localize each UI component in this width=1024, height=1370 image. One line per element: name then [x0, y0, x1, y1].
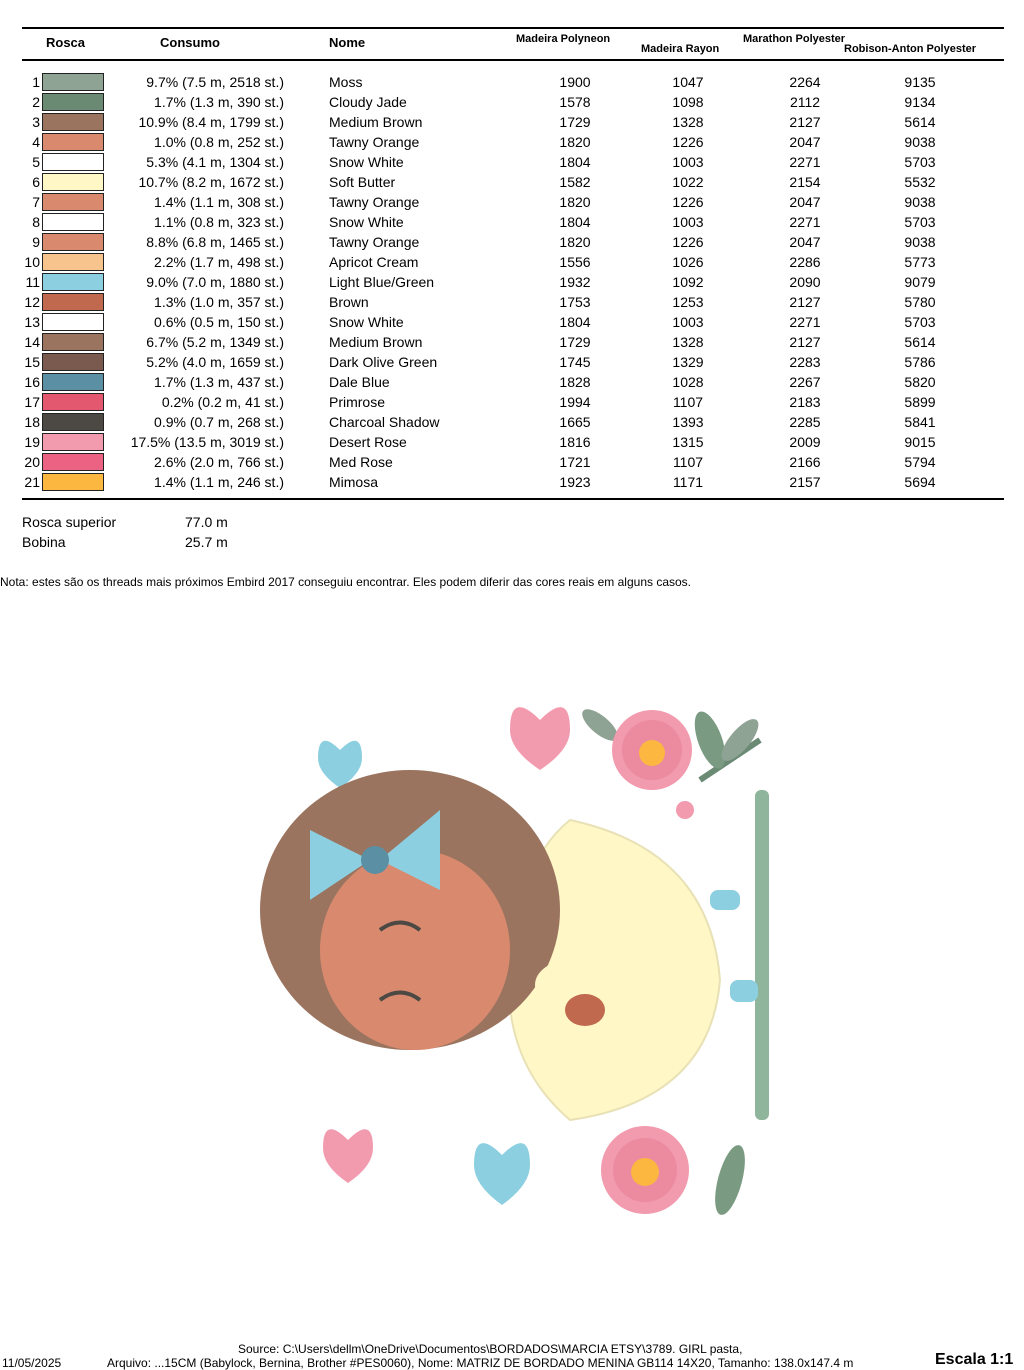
madeira-rayon-code: 1226 [672, 134, 704, 150]
color-swatch [42, 253, 104, 271]
madeira-polyneon-code: 1804 [559, 314, 591, 330]
thread-row [0, 72, 1024, 92]
header-robison: Robison-Anton Polyester [844, 43, 977, 55]
thread-name: Apricot Cream [329, 254, 419, 270]
robison-anton-code: 5703 [904, 314, 936, 330]
thread-name: Tawny Orange [329, 134, 420, 150]
robison-anton-code: 5899 [904, 394, 936, 410]
thread-name: Moss [329, 74, 363, 90]
thread-name: Brown [329, 294, 369, 310]
thread-row [0, 112, 1024, 132]
hand [565, 994, 605, 1026]
madeira-rayon-code: 1329 [672, 354, 704, 370]
marathon-code: 2157 [789, 474, 821, 490]
thread-consumo: 10.9% (8.4 m, 1799 st.) [138, 114, 284, 130]
robison-anton-code: 5703 [904, 214, 936, 230]
bobina-label: Bobina [22, 534, 66, 550]
marathon-code: 2271 [789, 214, 821, 230]
thread-row [0, 292, 1024, 312]
thread-number: 3 [32, 114, 40, 130]
robison-anton-code: 9038 [904, 134, 936, 150]
thread-row [0, 212, 1024, 232]
marathon-code: 2112 [789, 94, 821, 110]
color-swatch [42, 73, 104, 91]
header-rosca: Rosca [46, 35, 86, 50]
robison-anton-code: 5532 [904, 174, 936, 190]
marathon-code: 2285 [789, 414, 821, 430]
color-swatch [42, 113, 104, 131]
small-flower [676, 801, 694, 819]
madeira-polyneon-code: 1923 [559, 474, 591, 490]
flower-top [612, 710, 692, 790]
header-madeira-rayon: Madeira Rayon [641, 43, 720, 55]
marathon-code: 2267 [789, 374, 821, 390]
madeira-polyneon-code: 1820 [559, 134, 591, 150]
madeira-polyneon-code: 1721 [559, 454, 591, 470]
madeira-rayon-code: 1107 [672, 394, 704, 410]
thread-consumo: 10.7% (8.2 m, 1672 st.) [138, 174, 284, 190]
thread-consumo: 9.7% (7.5 m, 2518 st.) [146, 74, 284, 90]
madeira-polyneon-code: 1729 [559, 114, 591, 130]
thread-name: Snow White [329, 314, 404, 330]
madeira-polyneon-code: 1556 [559, 254, 591, 270]
robison-anton-code: 9015 [904, 434, 936, 450]
thread-number: 7 [32, 194, 40, 210]
thread-number: 6 [32, 174, 40, 190]
marathon-code: 2166 [789, 454, 821, 470]
heart-pink-top [510, 707, 570, 770]
color-swatch [42, 353, 104, 371]
thread-number: 20 [24, 454, 40, 470]
thread-name: Soft Butter [329, 174, 396, 190]
color-swatch [42, 93, 104, 111]
robison-anton-code: 5780 [904, 294, 936, 310]
marathon-code: 2271 [789, 154, 821, 170]
madeira-rayon-code: 1171 [672, 474, 704, 490]
thread-number: 15 [24, 354, 40, 370]
madeira-polyneon-code: 1816 [559, 434, 591, 450]
rosca-superior-label: Rosca superior [22, 514, 117, 530]
color-swatch [42, 293, 104, 311]
marathon-code: 2271 [789, 314, 821, 330]
marathon-code: 2127 [789, 114, 821, 130]
madeira-polyneon-code: 1820 [559, 234, 591, 250]
thread-number: 19 [24, 434, 40, 450]
header-marathon: Marathon Polyester [743, 33, 846, 45]
madeira-rayon-code: 1003 [672, 214, 704, 230]
footer-date: 11/05/2025 [2, 1356, 62, 1370]
robison-anton-code: 9038 [904, 234, 936, 250]
madeira-polyneon-code: 1820 [559, 194, 591, 210]
rosca-superior-value: 77.0 m [185, 514, 228, 530]
thread-row [0, 472, 1024, 492]
thread-row [0, 132, 1024, 152]
color-swatch [42, 273, 104, 291]
robison-anton-code: 5820 [904, 374, 936, 390]
madeira-polyneon-code: 1900 [559, 74, 591, 90]
thread-consumo: 17.5% (13.5 m, 3019 st.) [130, 434, 284, 450]
color-swatch [42, 453, 104, 471]
thread-number: 11 [25, 274, 40, 290]
thread-name: Snow White [329, 154, 404, 170]
robison-anton-code: 5614 [904, 334, 936, 350]
robison-anton-code: 9135 [904, 74, 936, 90]
thread-number: 5 [32, 154, 40, 170]
color-swatch [42, 233, 104, 251]
thread-consumo: 0.9% (0.7 m, 268 st.) [154, 414, 284, 430]
marathon-code: 2286 [789, 254, 821, 270]
thread-consumo: 1.1% (0.8 m, 323 st.) [154, 214, 284, 230]
flower-bottom [601, 1126, 751, 1218]
thread-number: 16 [24, 374, 40, 390]
thread-row [0, 272, 1024, 292]
color-swatch [42, 473, 104, 491]
thread-consumo: 2.6% (2.0 m, 766 st.) [154, 454, 284, 470]
header-nome: Nome [329, 35, 366, 50]
robison-anton-code: 5786 [904, 354, 936, 370]
madeira-rayon-code: 1026 [672, 254, 704, 270]
thread-consumo: 2.2% (1.7 m, 498 st.) [154, 254, 284, 270]
thread-row [0, 192, 1024, 212]
heart-blue-bottom [474, 1143, 530, 1205]
marathon-code: 2154 [789, 174, 821, 190]
color-swatch [42, 333, 104, 351]
robison-anton-code: 5694 [904, 474, 936, 490]
madeira-rayon-code: 1022 [672, 174, 704, 190]
thread-consumo: 1.0% (0.8 m, 252 st.) [154, 134, 284, 150]
color-swatch [42, 373, 104, 391]
marathon-code: 2047 [789, 234, 821, 250]
top-rule [22, 27, 1004, 29]
thread-number: 17 [24, 394, 40, 410]
footer-arquivo: Arquivo: ...15CM (Babylock, Bernina, Brother #PES0060), Nome: MATRIZ DE BORDADO MENINA GB114 14X20, Tamanho: 138.0x147.4 m [107, 1356, 854, 1370]
footer-source: Source: C:\Users\dellm\OneDrive\Documentos\BORDADOS\MARCIA ETSY\3789. GIRL pasta, [238, 1342, 743, 1356]
marathon-code: 2127 [789, 294, 821, 310]
thread-row [0, 352, 1024, 372]
thread-number: 12 [24, 294, 40, 310]
thread-row [0, 392, 1024, 412]
thread-consumo: 5.3% (4.1 m, 1304 st.) [146, 154, 284, 170]
robison-anton-code: 9038 [904, 194, 936, 210]
thread-row [0, 232, 1024, 252]
thread-name: Med Rose [329, 454, 393, 470]
thread-row [0, 372, 1024, 392]
marathon-code: 2264 [789, 74, 821, 90]
bottom-rule [22, 498, 1004, 500]
thread-number: 14 [24, 334, 40, 350]
thread-name: Light Blue/Green [329, 274, 435, 290]
color-swatch [42, 193, 104, 211]
embroidery-design-image [240, 680, 770, 1250]
madeira-rayon-code: 1047 [672, 74, 704, 90]
thread-name: Tawny Orange [329, 194, 420, 210]
robison-anton-code: 9079 [904, 274, 936, 290]
color-swatch [42, 133, 104, 151]
thread-row [0, 332, 1024, 352]
thread-note: Nota: estes são os threads mais próximos Embird 2017 conseguiu encontrar. Eles podem diferir das cores reais em alguns casos. [0, 575, 692, 589]
thread-consumo: 0.6% (0.5 m, 150 st.) [154, 314, 284, 330]
madeira-rayon-code: 1098 [672, 94, 704, 110]
robison-anton-code: 5614 [904, 114, 936, 130]
color-swatch [42, 313, 104, 331]
madeira-rayon-code: 1028 [672, 374, 704, 390]
thread-name: Cloudy Jade [329, 94, 407, 110]
marathon-code: 2009 [789, 434, 821, 450]
thread-name: Dark Olive Green [329, 354, 438, 370]
thread-name: Dale Blue [329, 374, 390, 390]
madeira-polyneon-code: 1729 [559, 334, 591, 350]
thread-name: Primrose [329, 394, 386, 410]
thread-consumo: 8.8% (6.8 m, 1465 st.) [146, 234, 284, 250]
thread-row [0, 152, 1024, 172]
madeira-rayon-code: 1315 [672, 434, 704, 450]
marathon-code: 2047 [789, 134, 821, 150]
heart-pink-bottom [323, 1129, 373, 1183]
madeira-rayon-code: 1253 [672, 294, 704, 310]
thread-consumo: 1.4% (1.1 m, 246 st.) [154, 474, 284, 490]
thread-name: Mimosa [329, 474, 379, 490]
thread-number: 13 [24, 314, 40, 330]
thread-number: 10 [24, 254, 40, 270]
thread-number: 8 [32, 214, 40, 230]
thread-consumo: 9.0% (7.0 m, 1880 st.) [146, 274, 284, 290]
madeira-rayon-code: 1328 [672, 114, 704, 130]
thread-number: 4 [32, 134, 40, 150]
madeira-polyneon-code: 1828 [559, 374, 591, 390]
thread-row [0, 312, 1024, 332]
madeira-rayon-code: 1226 [672, 194, 704, 210]
madeira-rayon-code: 1393 [672, 414, 704, 430]
madeira-rayon-code: 1003 [672, 154, 704, 170]
madeira-polyneon-code: 1804 [559, 214, 591, 230]
thread-row [0, 172, 1024, 192]
shoe [730, 980, 758, 1002]
thread-name: Medium Brown [329, 334, 423, 350]
madeira-rayon-code: 1328 [672, 334, 704, 350]
thread-number: 9 [32, 234, 40, 250]
thread-row [0, 432, 1024, 452]
thread-consumo: 0.2% (0.2 m, 41 st.) [161, 394, 284, 410]
madeira-polyneon-code: 1932 [559, 274, 591, 290]
thread-consumo: 6.7% (5.2 m, 1349 st.) [146, 334, 284, 350]
robison-anton-code: 5794 [904, 454, 936, 470]
marathon-code: 2283 [789, 354, 821, 370]
thread-name: Snow White [329, 214, 404, 230]
madeira-polyneon-code: 1994 [559, 394, 591, 410]
thread-number: 21 [24, 474, 40, 490]
header-consumo: Consumo [160, 35, 220, 50]
madeira-polyneon-code: 1804 [559, 154, 591, 170]
thread-name: Desert Rose [329, 434, 407, 450]
madeira-rayon-code: 1226 [672, 234, 704, 250]
stem [755, 790, 769, 1120]
thread-consumo: 1.3% (1.0 m, 357 st.) [154, 294, 284, 310]
thread-number: 1 [32, 74, 40, 90]
madeira-polyneon-code: 1753 [559, 294, 591, 310]
marathon-code: 2047 [789, 194, 821, 210]
robison-anton-code: 5841 [904, 414, 936, 430]
robison-anton-code: 5703 [904, 154, 936, 170]
bobina-value: 25.7 m [185, 534, 228, 550]
thread-name: Medium Brown [329, 114, 423, 130]
thread-row [0, 252, 1024, 272]
marathon-code: 2090 [789, 274, 821, 290]
footer-escala: Escala 1:1 [935, 1351, 1014, 1368]
marathon-code: 2127 [789, 334, 821, 350]
thread-name: Charcoal Shadow [329, 414, 440, 430]
header-rule [22, 59, 1004, 61]
marathon-code: 2183 [789, 394, 821, 410]
face [320, 850, 510, 1050]
thread-consumo: 1.7% (1.3 m, 437 st.) [154, 374, 284, 390]
color-swatch [42, 413, 104, 431]
madeira-rayon-code: 1092 [672, 274, 704, 290]
madeira-rayon-code: 1107 [672, 454, 704, 470]
thread-consumo: 5.2% (4.0 m, 1659 st.) [146, 354, 284, 370]
thread-row [0, 92, 1024, 112]
madeira-polyneon-code: 1745 [559, 354, 591, 370]
robison-anton-code: 9134 [904, 94, 936, 110]
thread-number: 2 [32, 94, 40, 110]
color-swatch [42, 153, 104, 171]
thread-row [0, 412, 1024, 432]
robison-anton-code: 5773 [904, 254, 936, 270]
color-swatch [42, 173, 104, 191]
madeira-polyneon-code: 1582 [559, 174, 591, 190]
thread-consumo: 1.4% (1.1 m, 308 st.) [154, 194, 284, 210]
thread-row [0, 452, 1024, 472]
shoe [710, 890, 740, 910]
madeira-polyneon-code: 1578 [559, 94, 591, 110]
color-swatch [42, 393, 104, 411]
header-madeira-polyneon: Madeira Polyneon [516, 33, 611, 45]
color-swatch [42, 433, 104, 451]
thread-consumo: 1.7% (1.3 m, 390 st.) [154, 94, 284, 110]
madeira-polyneon-code: 1665 [559, 414, 591, 430]
thread-number: 18 [24, 414, 40, 430]
madeira-rayon-code: 1003 [672, 314, 704, 330]
color-swatch [42, 213, 104, 231]
thread-name: Tawny Orange [329, 234, 420, 250]
